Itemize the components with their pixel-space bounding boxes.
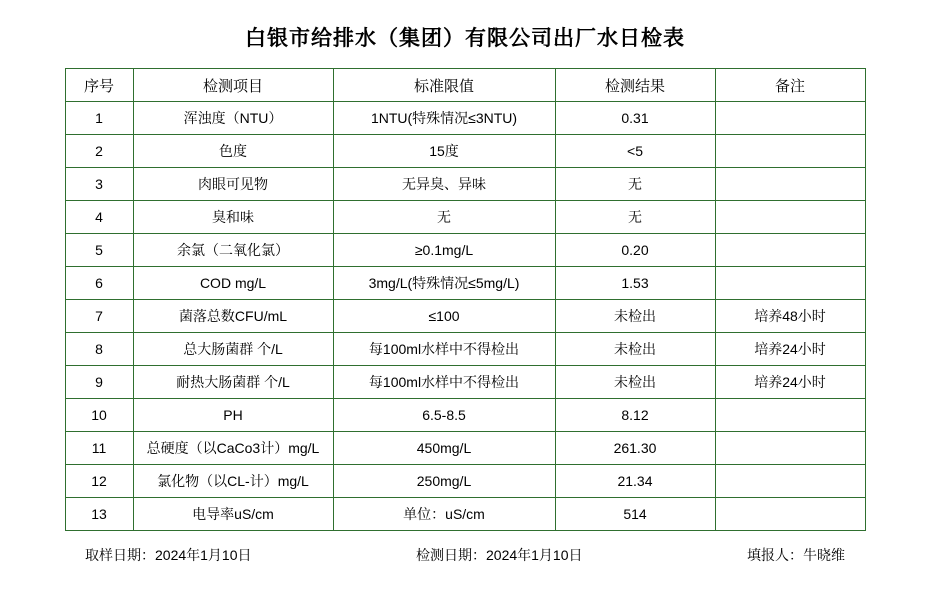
cell-no: 3 <box>65 168 133 201</box>
cell-item: 浑浊度（NTU） <box>133 102 333 135</box>
table-row <box>65 498 865 531</box>
cell-item: 电导率uS/cm <box>133 498 333 531</box>
cell-result: 0.20 <box>555 234 715 267</box>
cell-remark <box>715 102 865 135</box>
table-header-row <box>65 69 865 102</box>
table-row <box>65 267 865 300</box>
cell-no: 7 <box>65 300 133 333</box>
cell-item: PH <box>133 399 333 432</box>
cell-remark <box>715 201 865 234</box>
cell-result: <5 <box>555 135 715 168</box>
cell-remark: 培养24小时 <box>715 333 865 366</box>
column-header-item: 检测项目 <box>133 69 333 102</box>
cell-item: COD mg/L <box>133 267 333 300</box>
cell-item: 臭和味 <box>133 201 333 234</box>
cell-remark <box>715 498 865 531</box>
cell-limit: 无 <box>333 201 555 234</box>
cell-result: 21.34 <box>555 465 715 498</box>
cell-remark <box>715 399 865 432</box>
document-footer <box>65 545 865 565</box>
cell-no: 8 <box>65 333 133 366</box>
cell-no: 4 <box>65 201 133 234</box>
cell-no: 9 <box>65 366 133 399</box>
cell-result: 1.53 <box>555 267 715 300</box>
table-row <box>65 465 865 498</box>
cell-result: 0.31 <box>555 102 715 135</box>
cell-item: 总硬度（以CaCo3计）mg/L <box>133 432 333 465</box>
cell-remark: 培养48小时 <box>715 300 865 333</box>
table-row <box>65 201 865 234</box>
water-quality-table <box>65 68 866 531</box>
cell-limit: 1NTU(特殊情况≤3NTU) <box>333 102 555 135</box>
cell-limit: 6.5-8.5 <box>333 399 555 432</box>
table-row <box>65 399 865 432</box>
cell-limit: 每100ml水样中不得检出 <box>333 366 555 399</box>
document-page <box>0 22 930 599</box>
cell-remark <box>715 432 865 465</box>
table-row <box>65 432 865 465</box>
cell-remark <box>715 267 865 300</box>
cell-no: 1 <box>65 102 133 135</box>
cell-result: 514 <box>555 498 715 531</box>
cell-no: 2 <box>65 135 133 168</box>
table-row <box>65 102 865 135</box>
table-row <box>65 168 865 201</box>
table-row <box>65 135 865 168</box>
cell-limit: 15度 <box>333 135 555 168</box>
table-row <box>65 300 865 333</box>
cell-item: 色度 <box>133 135 333 168</box>
cell-result: 未检出 <box>555 300 715 333</box>
column-header-remark: 备注 <box>715 69 865 102</box>
cell-result: 无 <box>555 168 715 201</box>
cell-no: 10 <box>65 399 133 432</box>
cell-limit: 每100ml水样中不得检出 <box>333 333 555 366</box>
cell-remark <box>715 234 865 267</box>
reporter: 填报人：牛晓维 <box>747 547 845 563</box>
table-row <box>65 234 865 267</box>
cell-no: 12 <box>65 465 133 498</box>
cell-limit: ≤100 <box>333 300 555 333</box>
column-header-limit: 标准限值 <box>333 69 555 102</box>
cell-limit: 无异臭、异味 <box>333 168 555 201</box>
table-row <box>65 333 865 366</box>
column-header-result: 检测结果 <box>555 69 715 102</box>
cell-item: 肉眼可见物 <box>133 168 333 201</box>
cell-no: 6 <box>65 267 133 300</box>
cell-limit: 250mg/L <box>333 465 555 498</box>
cell-remark: 培养24小时 <box>715 366 865 399</box>
cell-remark <box>715 465 865 498</box>
cell-result: 未检出 <box>555 366 715 399</box>
cell-no: 13 <box>65 498 133 531</box>
table-row <box>65 366 865 399</box>
cell-result: 261.30 <box>555 432 715 465</box>
cell-item: 菌落总数CFU/mL <box>133 300 333 333</box>
cell-no: 11 <box>65 432 133 465</box>
sampling-date: 取样日期：2024年1月10日 <box>85 547 252 563</box>
test-date: 检测日期：2024年1月10日 <box>416 547 583 563</box>
cell-remark <box>715 168 865 201</box>
page-title: 白银市给排水（集团）有限公司出厂水日检表 <box>245 26 685 50</box>
column-header-no: 序号 <box>65 69 133 102</box>
cell-remark <box>715 135 865 168</box>
cell-limit: 3mg/L(特殊情况≤5mg/L) <box>333 267 555 300</box>
cell-no: 5 <box>65 234 133 267</box>
cell-item: 氯化物（以CL-计）mg/L <box>133 465 333 498</box>
cell-limit: 单位：uS/cm <box>333 498 555 531</box>
cell-item: 耐热大肠菌群 个/L <box>133 366 333 399</box>
cell-item: 余氯（二氧化氯） <box>133 234 333 267</box>
cell-result: 无 <box>555 201 715 234</box>
cell-limit: 450mg/L <box>333 432 555 465</box>
cell-result: 8.12 <box>555 399 715 432</box>
cell-item: 总大肠菌群 个/L <box>133 333 333 366</box>
cell-limit: ≥0.1mg/L <box>333 234 555 267</box>
cell-result: 未检出 <box>555 333 715 366</box>
